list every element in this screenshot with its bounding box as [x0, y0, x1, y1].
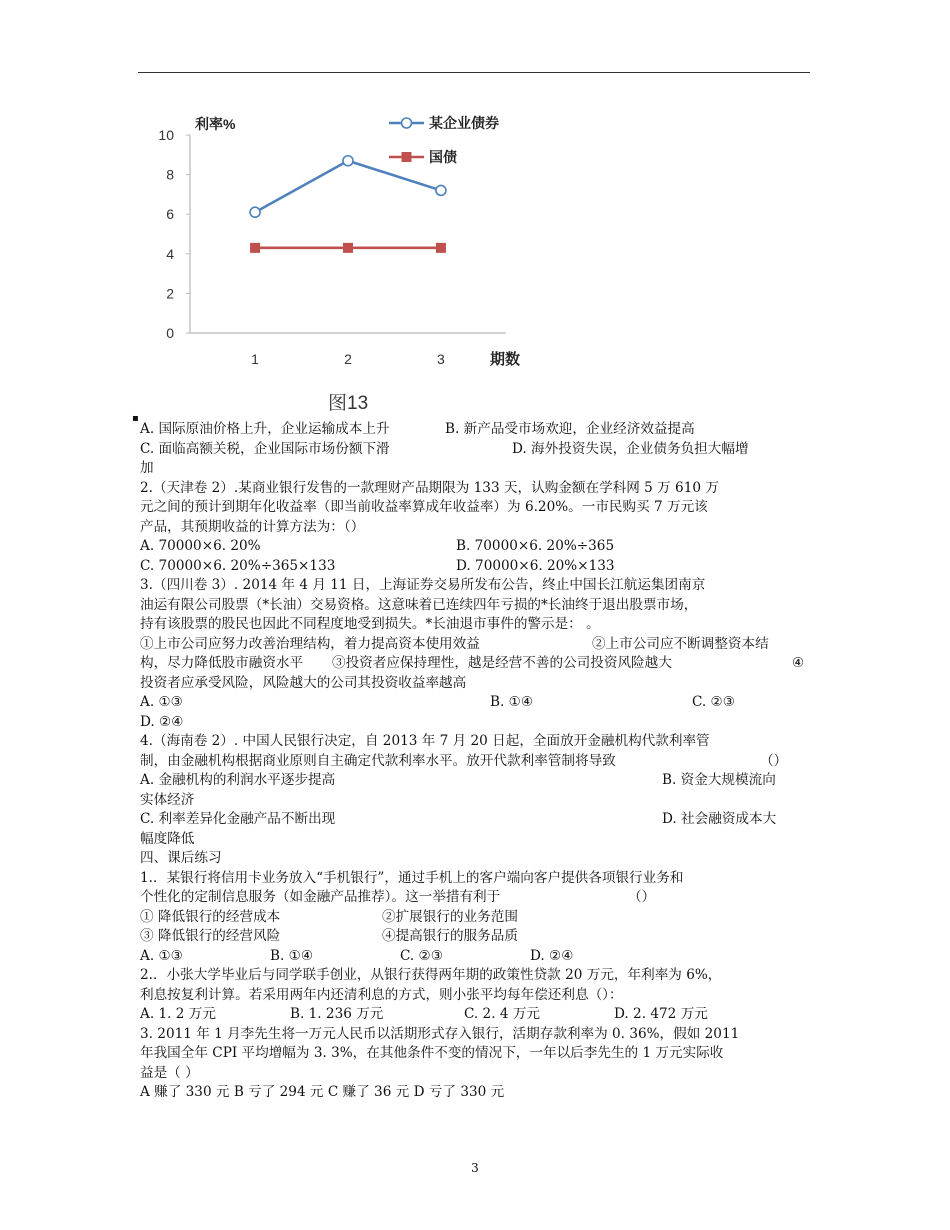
text-line [140, 947, 816, 967]
section-heading: 四、课后练习 [140, 850, 222, 866]
data-point [343, 156, 353, 166]
interest-rate-chart [138, 108, 540, 418]
exercise-2: 2.．小张大学毕业后与同学联手创业，从银行获得两年期的政策性贷款 20 万元，年利率为 6%， [140, 967, 722, 983]
text-line [140, 927, 816, 947]
text-line [140, 908, 816, 928]
option-a: A. 金融机构的利润水平逐步提高 [140, 772, 336, 788]
text-line [140, 440, 816, 460]
question-4: 4.（海南卷 2）. 中国人民银行决定，自 2013 年 7 月 20 日起，全面放开金融机构代款利率管 [140, 733, 710, 749]
text-line [140, 752, 816, 772]
text-line [140, 693, 816, 713]
option-a: A. 1. 2 万元 [140, 1006, 216, 1022]
option-d: D. ②④ [530, 947, 574, 964]
data-point [436, 243, 446, 253]
data-point [250, 243, 260, 253]
exercise-1-cont: 个性化的定制信息服务（如金融产品推荐）。这一举措有利于 [140, 889, 501, 905]
option-c: C. 利率差异化金融产品不断出现 [140, 811, 336, 827]
option-c: C. 面临高额关税，企业国际市场份额下滑 [140, 440, 390, 457]
text-line [140, 557, 816, 577]
chart-ylabel: 利率% [195, 116, 236, 132]
chart-xlabel: 期数 [490, 351, 521, 368]
option-b: B. ①④ [270, 947, 314, 964]
y-tick-label: 0 [166, 325, 174, 341]
chart-caption: 图13 [328, 393, 369, 414]
statement-1: ①上市公司应努力改善治理结构，着力提高资本使用效益 [140, 635, 480, 652]
text-line [140, 810, 816, 830]
text-line: 利息按复利计算。若采用两年内还清利息的方式，则小张平均每年偿还利息（）： [140, 986, 623, 1003]
y-tick-label: 10 [158, 127, 174, 143]
option-d: D. ②④ [140, 713, 184, 730]
page-number: 3 [471, 1161, 479, 1175]
option-a: A. ①③ [140, 947, 183, 964]
legend-label: 某企业债券 [429, 115, 499, 131]
option-c: C. ②③ [692, 694, 735, 710]
text-line: 年我国全年 CPI 平均增幅为 3. 3%，在其他条件不变的情况下，一年以后李先生的 1 万元实际收 [140, 1045, 724, 1061]
option-b: B. 新产品受市场欢迎，企业经济效益提高 [445, 421, 695, 437]
text-line: 实体经济 [140, 791, 195, 808]
text-line [140, 635, 816, 655]
y-tick-label: 4 [166, 245, 174, 262]
statement-3: ③ 降低银行的经营风险 [140, 928, 281, 944]
legend-label: 国债 [429, 149, 457, 165]
statement-4: ④ [792, 655, 805, 671]
legend-marker [402, 118, 412, 128]
y-tick-label: 8 [166, 166, 174, 183]
chart-background [138, 108, 540, 418]
answer-blank: （） [760, 752, 788, 769]
y-tick-label: 2 [166, 285, 174, 302]
text-line: 投资者应承受风险，风险越大的公司其投资收益率越高 [140, 674, 467, 691]
option-c: C. 70000×6. 20%÷365×133 [140, 557, 336, 574]
option-d: D. 70000×6. 20%×133 [456, 557, 615, 574]
text-line [140, 420, 816, 440]
question-4-cont: 制，由金融机构根据商业原则自主确定代款利率水平。放开代款利率管制将导致 [140, 752, 616, 769]
statement-1: ① 降低银行的经营成本 [140, 908, 281, 925]
option-a: A. 70000×6. 20% [140, 538, 261, 554]
x-tick-label: 1 [251, 351, 259, 367]
option-b: B. 资金大规模流向 [662, 772, 776, 788]
text-line: 幅度降低 [140, 830, 195, 847]
option-a: A. ①③ [140, 694, 183, 710]
data-point [250, 207, 260, 217]
statement-4: ④提高银行的服务品质 [382, 928, 518, 944]
statement-3: ③投资者应保持理性，越是经营不善的公司投资风险越大 [332, 655, 672, 671]
exercise-3: 3. 2011 年 1 月李先生将一万元人民币以活期形式存入银行，活期存款利率为 0. 36%，假如 2011 [140, 1025, 740, 1042]
statement-2-cont: 构，尽力降低股市融资水平 [140, 655, 304, 671]
statement-2: ②扩展银行的业务范围 [382, 908, 518, 925]
text-line: 持有该股票的股民也因此不同程度地受到损失。*长油退市事件的警示是： 。 [140, 616, 600, 632]
exercise-1: 1.．某银行将信用卡业务放入“手机银行”，通过手机上的客户端向客户提供各项银行业务和 [140, 869, 684, 886]
x-tick-label: 2 [344, 351, 352, 367]
text-line [140, 537, 816, 557]
text-line: 加 [140, 460, 154, 476]
text-line [140, 654, 816, 674]
option-d: D. 2. 472 万元 [614, 1006, 708, 1022]
options-row: A 赚了 330 元 B 亏了 294 元 C 赚了 36 元 D 亏了 330 元 [140, 1084, 505, 1100]
option-b: B. 1. 236 万元 [290, 1006, 384, 1022]
option-a: A. 国际原油价格上升，企业运输成本上升 [140, 421, 390, 437]
text-line: 元之间的预计到期年化收益率（即当前收益率算成年收益率）为 6.20%。一市民购买 7 万元该 [140, 499, 708, 515]
option-b: B. ①④ [490, 694, 534, 710]
option-b: B. 70000×6. 20%÷365 [456, 538, 615, 554]
text-line [140, 888, 816, 908]
option-c: C. ②③ [400, 947, 443, 964]
text-line: 油运有限公司股票（*长油）交易资格。这意味着已连续四年亏损的*长油终于退出股票市场， [140, 596, 698, 613]
statement-2: ②上市公司应不断调整资本结 [592, 635, 769, 652]
option-d: D. 海外投资失误，企业债务负担大幅增 [512, 440, 749, 457]
legend-marker [402, 152, 412, 162]
document-body [140, 420, 816, 1103]
x-tick-label: 3 [437, 351, 445, 367]
question-2: 2.（天津卷 2）.某商业银行发售的一款理财产品期限为 133 天，认购金额在学科网 5 万 610 万 [140, 479, 719, 496]
text-line [140, 771, 816, 791]
y-tick-label: 6 [166, 206, 174, 223]
data-point [343, 243, 353, 253]
text-line [140, 1005, 816, 1025]
bullet-mark: ▪ [132, 413, 139, 424]
question-3: 3.（四川卷 3）. 2014 年 4 月 11 日，上海证券交易所发布公告，终止中国长江航运集团南京 [140, 577, 706, 593]
header-rule [138, 72, 810, 73]
option-d: D. 社会融资成本大 [662, 811, 777, 827]
text-line: 益是（ ） [140, 1064, 199, 1081]
data-point [436, 185, 446, 195]
option-c: C. 2. 4 万元 [464, 1006, 541, 1022]
text-line: 产品，其预期收益的计算方法为：（） [140, 518, 365, 535]
answer-blank: （） [628, 889, 656, 905]
